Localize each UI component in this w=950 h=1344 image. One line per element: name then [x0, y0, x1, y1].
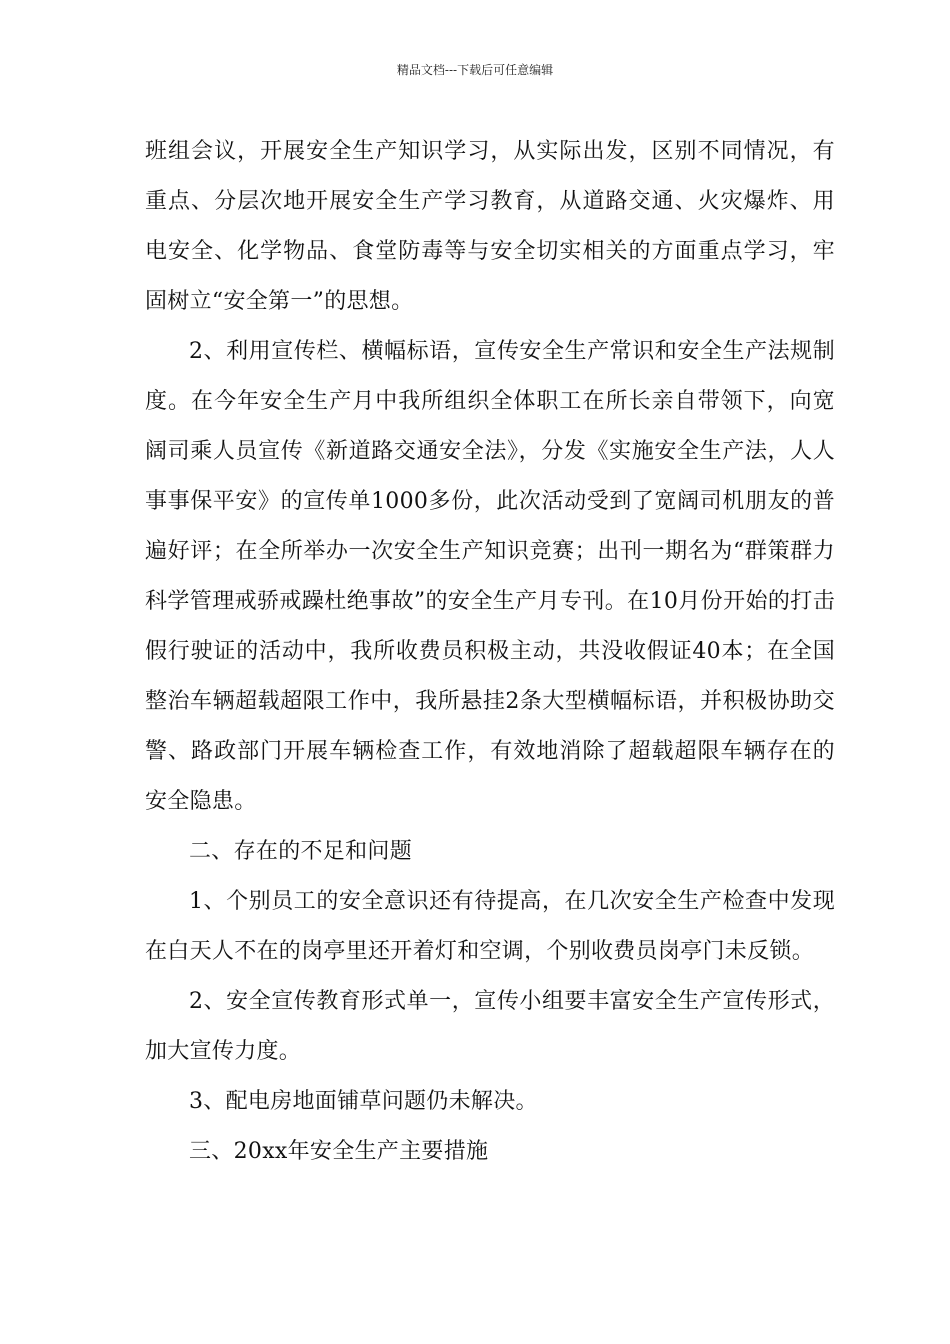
- paragraph-problem-1: 1、个别员工的安全意识还有待提高，在几次安全生产检查中发现在白天人不在的岗亭里还开着灯和空调，个别收费员岗亭门未反锁。: [145, 889, 835, 964]
- document-body: [145, 127, 835, 1177]
- paragraph-problem-2: 2、安全宣传教育形式单一，宣传小组要丰富安全生产宣传形式，加大宣传力度。: [145, 989, 835, 1064]
- page-header: 精品文档---下载后可任意编辑: [396, 63, 554, 77]
- paragraph-publicity: 2、利用宣传栏、横幅标语，宣传安全生产常识和安全生产法规制度。在今年安全生产月中我所组织全体职工在所长亲自带领下，向宽阔司乘人员宣传《新道路交通安全法》，分发《实施安全生产法，人人事事保平安》的宣传单1000多份，此次活动受到了宽阔司机朋友的普遍好评；在全所举办一次安全生产知识竞赛；出刊一期名为“群策群力科学管理戒骄戒躁杜绝事故”的安全生产月专刊。在10月份开始的打击假行驶证的活动中，我所收费员积极主动，共没收假证40本；在全国整治车辆超载超限工作中，我所悬挂2条大型横幅标语，并积极协助交警、路政部门开展车辆检查工作，有效地消除了超载超限车辆存在的安全隐患。: [145, 339, 835, 814]
- section-heading-problems: 二、存在的不足和问题: [189, 839, 413, 864]
- paragraph-study-continued: 班组会议，开展安全生产知识学习，从实际出发，区别不同情况，有重点、分层次地开展安全生产学习教育，从道路交通、火灾爆炸、用电安全、化学物品、食堂防毒等与安全切实相关的方面重点学习，牢固树立“安全第一”的思想。: [145, 139, 835, 314]
- paragraph-problem-3: 3、配电房地面铺草问题仍未解决。: [189, 1089, 538, 1114]
- section-heading-measures: 三、20xx年安全生产主要措施: [189, 1139, 489, 1164]
